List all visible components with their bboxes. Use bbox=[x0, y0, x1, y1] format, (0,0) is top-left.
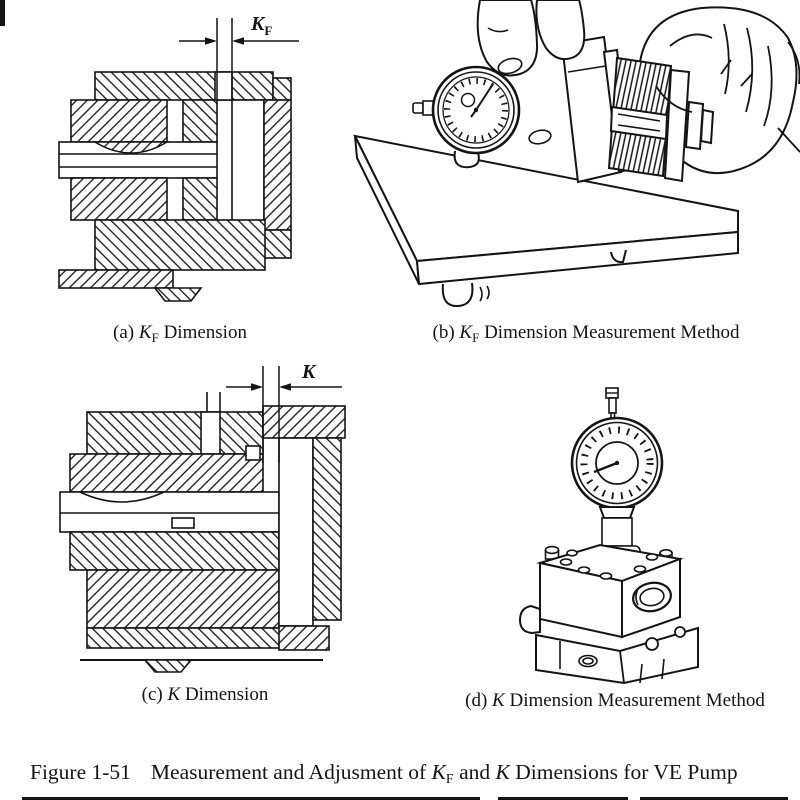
k-dimension-cross-section-drawing bbox=[50, 358, 360, 680]
kf-measurement-illustration bbox=[340, 0, 800, 320]
kf-dimension-cross-section-drawing bbox=[55, 0, 305, 315]
figure-caption: Figure 1-51 Measurement and Adjusment of $K_F$ and K Dimensions for VE Pump bbox=[30, 760, 738, 787]
panel-d-caption: (d) K Dimension Measurement Method bbox=[465, 690, 765, 711]
pump-housing-section bbox=[60, 392, 345, 672]
panel-b-caption: (b) $K_F$ Dimension Measurement Method bbox=[432, 322, 740, 345]
k-measurement-illustration bbox=[500, 385, 760, 685]
figure-number: Figure 1-51 bbox=[30, 760, 131, 784]
dial-indicator bbox=[572, 388, 662, 559]
page-edge-artifact bbox=[0, 0, 5, 26]
pump-housing-section bbox=[59, 72, 291, 301]
pump-body bbox=[540, 545, 680, 637]
k-dimension-label: K bbox=[302, 361, 316, 383]
panel-c-caption: (c) K Dimension bbox=[141, 684, 269, 705]
kf-dimension-label: $K_F$ bbox=[251, 13, 273, 38]
panel-a-caption: (a) $K_F$ Dimension bbox=[113, 322, 247, 345]
